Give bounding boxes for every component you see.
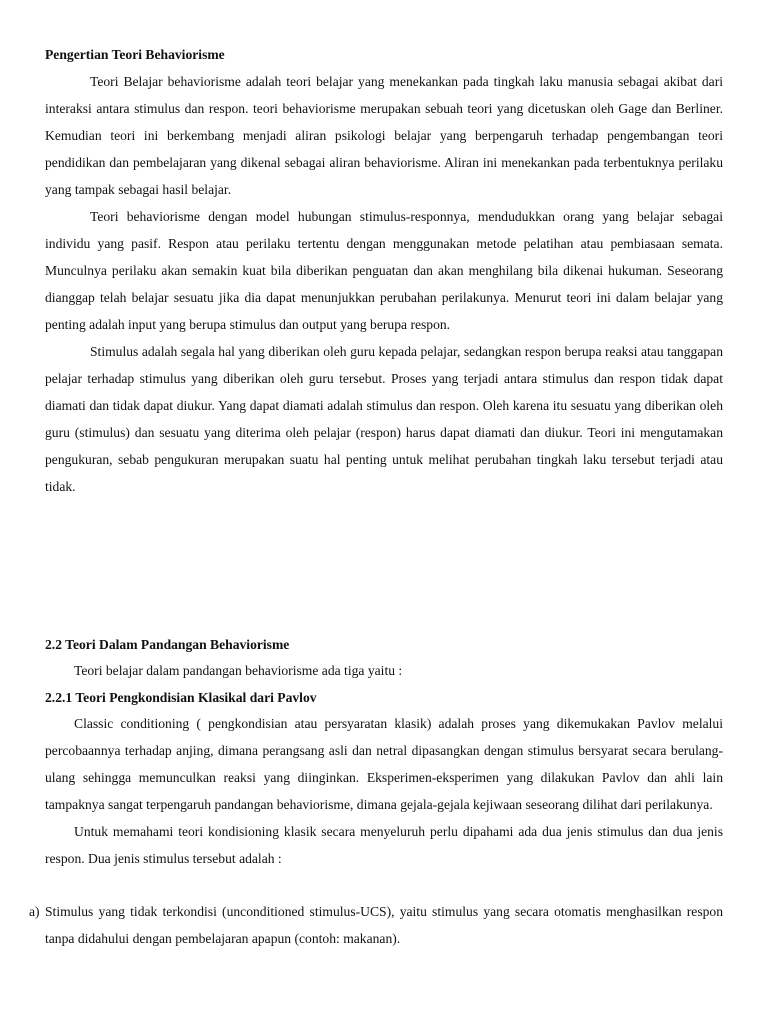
section-intro: [45, 657, 723, 684]
paragraph: Teori behaviorisme dengan model hubungan stimulus-responnya, mendudukkan orang yang belajar sebagai individu yang pasif. Respon atau perilaku tertentu dengan menggunakan metode pelatihan atau pembiasaan semata. Munculnya perilaku akan semakin kuat bila diberikan penguatan dan akan menghilang bila dikenai hukuman. Seseorang dianggap telah belajar sesuatu jika dia dapat menunjukkan perubahan perilakunya. Menurut teori ini dalam belajar yang penting adalah input yang berupa stimulus dan output yang berupa respon.: [45, 209, 723, 332]
paragraph: Teori belajar dalam pandangan behaviorisme ada tiga yaitu :: [74, 663, 403, 678]
subsection-heading-2-2-1: 2.2.1 Teori Pengkondisian Klasikal dari Pavlov: [45, 690, 317, 705]
paragraph: Untuk memahami teori kondisioning klasik secara menyeluruh perlu dipahami ada dua jenis stimulus dan dua jenis respon. Dua jenis stimulus tersebut adalah :: [45, 824, 723, 866]
section-body-pengertian: [45, 68, 723, 500]
list-marker: a): [29, 904, 40, 919]
paragraph: Teori Belajar behaviorisme adalah teori belajar yang menekankan pada tingkah laku manusia sebagai akibat dari interaksi antara stimulus dan respon. teori behaviorisme merupakan sebuah teori yang dicetuskan oleh Gage dan Berliner. Kemudian teori ini berkembang menjadi aliran psikologi belajar yang berpengaruh terhadap pengembangan teori pendidikan dan pembelajaran yang dikenal sebagai aliran behaviorisme. Aliran ini menekankan pada terbentuknya perilaku yang tampak sebagai hasil belajar.: [45, 74, 723, 197]
subsection-body-pavlov: [45, 710, 723, 872]
section-heading-2-2: 2.2 Teori Dalam Pandangan Behaviorisme: [45, 637, 290, 652]
paragraph: Classic conditioning ( pengkondisian atau persyaratan klasik) adalah proses yang dikemukakan Pavlov melalui percobaannya terhadap anjing, dimana perangsang asli dan netral dipasangkan dengan stimulus bersyarat secara berulang-ulang sehingga memunculkan reaksi yang diinginkan. Eksperimen-eksperimen yang dilakukan Pavlov dan ahli lain tampaknya sangat terpengaruh pandangan behaviorisme, dimana gejala-gejala kejiwaan seseorang dilihat dari perilakunya.: [45, 716, 723, 812]
section-heading-pengertian: Pengertian Teori Behaviorisme: [45, 47, 225, 62]
paragraph: Stimulus adalah segala hal yang diberikan oleh guru kepada pelajar, sedangkan respon berupa reaksi atau tanggapan pelajar terhadap stimulus yang diberikan oleh guru tersebut. Proses yang terjadi antara stimulus dan respon tidak dapat diamati dan tidak dapat diukur. Yang dapat diamati adalah stimulus dan respon. Oleh karena itu sesuatu yang diberikan oleh guru (stimulus) dan sesuatu yang diterima oleh pelajar (respon) harus dapat diamati dan diukur. Teori ini mengutamakan pengukuran, sebab pengukuran merupakan suatu hal penting untuk melihat perubahan tingkah laku tersebut terjadi atau tidak.: [45, 344, 723, 494]
list-item-text: Stimulus yang tidak terkondisi (unconditioned stimulus-UCS), yaitu stimulus yang secara otomatis menghasilkan respon tanpa didahului dengan pembelajaran apapun (contoh: makanan).: [45, 904, 723, 946]
list-item: [29, 898, 723, 952]
